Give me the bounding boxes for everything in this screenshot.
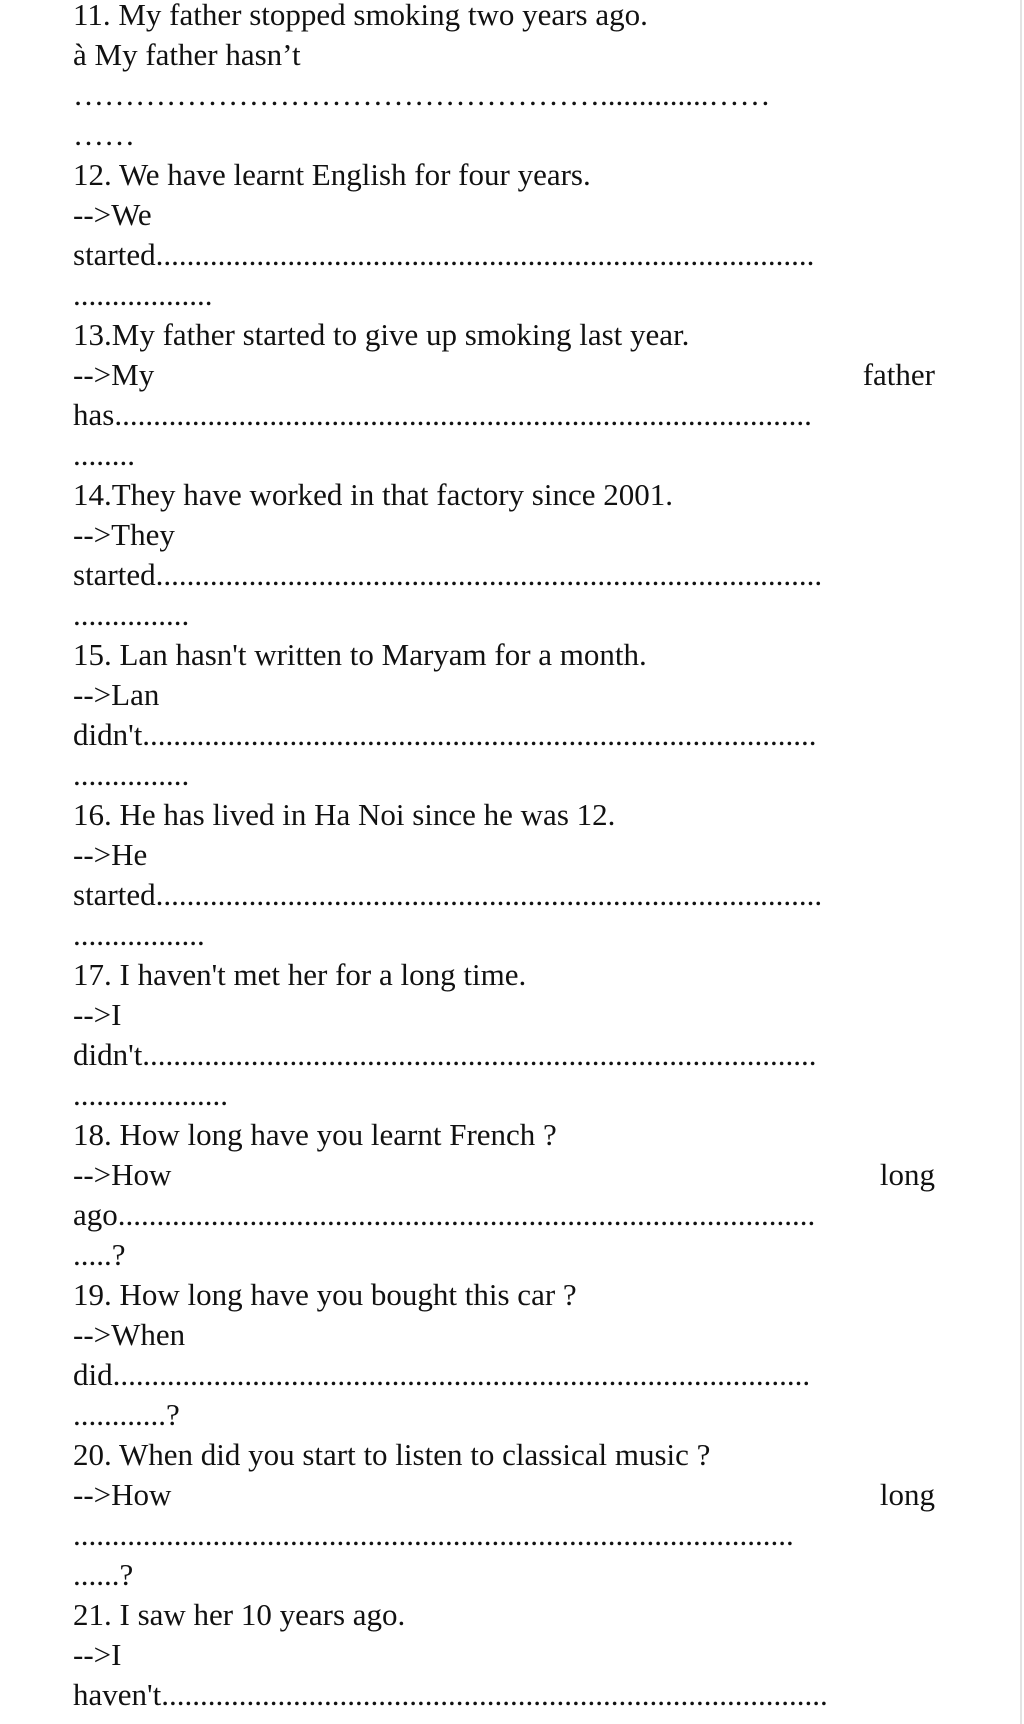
answer-prompt-line (73, 1475, 935, 1515)
exercise-sentence: 18. How long have you learnt French ? (73, 1117, 557, 1152)
answer-blank-line: .................. (73, 277, 213, 312)
answer-prompt-line (73, 355, 935, 395)
exercise-list (73, 0, 935, 1715)
answer-prompt: -->When (73, 1317, 186, 1352)
exercise-item (73, 635, 935, 795)
answer-prompt-start: -->My (73, 357, 155, 392)
exercise-sentence: 17. I haven't met her for a long time. (73, 957, 527, 992)
answer-prompt: -->He (73, 837, 148, 872)
answer-blank-line: haven't...................................................................................... (73, 1677, 828, 1712)
exercise-item (73, 1115, 935, 1275)
answer-blank-line: .................... (73, 1077, 228, 1112)
answer-blank-line: ……………………………………………..............…… (73, 77, 771, 112)
exercise-sentence: 11. My father stopped smoking two years ago. (73, 0, 648, 32)
exercise-sentence: 12. We have learnt English for four years. (73, 157, 591, 192)
answer-blank-line: .....? (73, 1237, 126, 1272)
exercise-item (73, 955, 935, 1115)
exercise-sentence: 20. When did you start to listen to classical music ? (73, 1437, 711, 1472)
answer-prompt: à My father hasn’t (73, 37, 301, 72)
answer-prompt: -->Lan (73, 677, 160, 712)
answer-blank-line: ago.......................................................................................... (73, 1197, 816, 1232)
exercise-item (73, 315, 935, 475)
answer-prompt: -->I (73, 997, 122, 1032)
exercise-sentence: 14.They have worked in that factory since 2001. (73, 477, 674, 512)
answer-prompt-start: -->How (73, 1477, 172, 1512)
exercise-item (73, 1595, 935, 1715)
exercise-sentence: 21. I saw her 10 years ago. (73, 1597, 406, 1632)
answer-blank-line: started...................................................................................... (73, 557, 823, 592)
answer-blank-line: ........ (73, 437, 135, 472)
answer-prompt-line (73, 1155, 935, 1195)
answer-blank-line: ................. (73, 917, 205, 952)
answer-blank-line: did.......................................................................................... (73, 1357, 811, 1392)
answer-blank-line: started...................................................................................... (73, 877, 823, 912)
answer-prompt-word: long (879, 1477, 935, 1512)
page-edge (1020, 0, 1022, 1724)
exercise-item (73, 155, 935, 315)
exercise-item (73, 0, 935, 155)
answer-blank-line: didn't....................................................................................... (73, 717, 817, 752)
answer-prompt-word: father (862, 357, 935, 392)
answer-blank-line: started..................................................................................... (73, 237, 815, 272)
answer-prompt: -->I (73, 1637, 122, 1672)
exercise-sentence: 13.My father started to give up smoking last year. (73, 317, 690, 352)
exercise-item (73, 1435, 935, 1595)
answer-blank-line: ............... (73, 597, 190, 632)
exercise-sentence: 15. Lan hasn't written to Maryam for a month. (73, 637, 647, 672)
answer-blank-line: ......? (73, 1557, 134, 1592)
answer-blank-line: …… (73, 117, 135, 152)
exercise-sentence: 16. He has lived in Ha Noi since he was 12. (73, 797, 616, 832)
answer-blank-line: ............................................................................................. (73, 1517, 794, 1552)
answer-prompt-word: long (879, 1157, 935, 1192)
answer-prompt-start: -->How (73, 1157, 172, 1192)
exercise-item (73, 475, 935, 635)
answer-blank-line: ............? (73, 1397, 180, 1432)
answer-prompt: -->They (73, 517, 175, 552)
answer-blank-line: didn't....................................................................................... (73, 1037, 817, 1072)
answer-prompt: -->We (73, 197, 152, 232)
exercise-item (73, 795, 935, 955)
exercise-sentence: 19. How long have you bought this car ? (73, 1277, 577, 1312)
answer-blank-line: has.......................................................................................... (73, 397, 812, 432)
answer-blank-line: ............... (73, 757, 190, 792)
exercise-item (73, 1275, 935, 1435)
